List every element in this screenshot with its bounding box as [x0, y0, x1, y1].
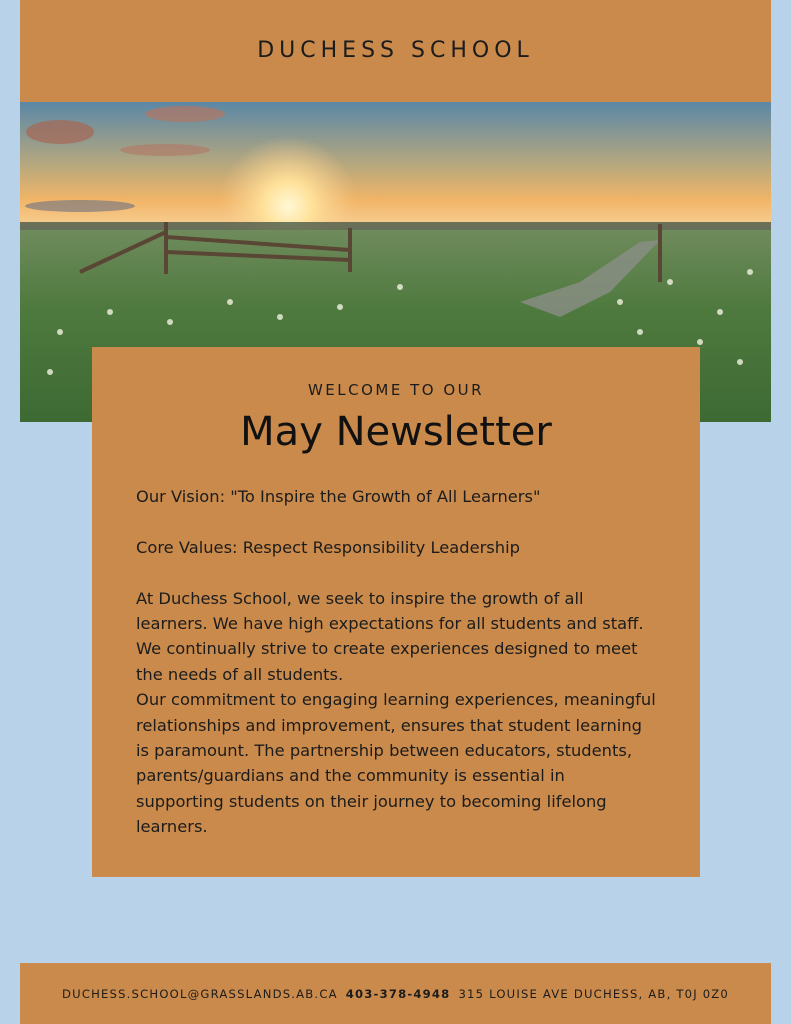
- newsletter-body: [136, 484, 656, 840]
- intro-paragraph: At Duchess School, we seek to inspire the growth of all learners. We have high expectations for all students and staff. We continually strive to create experiences designed to meet the needs of all students.: [136, 588, 644, 684]
- address: 315 LOUISE AVE DUCHESS, AB, T0J 0Z0: [458, 986, 729, 1001]
- newsletter-title: May Newsletter: [240, 409, 552, 455]
- welcome-kicker: WELCOME TO OUR: [307, 381, 485, 399]
- core-values: Core Values: Respect Responsibility Leadership: [136, 537, 520, 557]
- school-name: DUCHESS SCHOOL: [257, 37, 534, 63]
- phone-number[interactable]: 403-378-4948: [345, 986, 451, 1001]
- email-link[interactable]: DUCHESS.SCHOOL@GRASSLANDS.AB.CA: [62, 986, 338, 1001]
- header-banner: [20, 0, 771, 102]
- commitment-paragraph: Our commitment to engaging learning experiences, meaningful relationships and improvement, ensures that student learning is paramount. The partnership between educators, students, parents/guardians and the community is essential in supporting students on their journey to becoming lifelong learners.: [136, 690, 656, 837]
- vision-statement: Our Vision: "To Inspire the Growth of All Learners": [136, 487, 541, 506]
- contact-footer: [20, 963, 771, 1024]
- newsletter-card: [92, 347, 700, 877]
